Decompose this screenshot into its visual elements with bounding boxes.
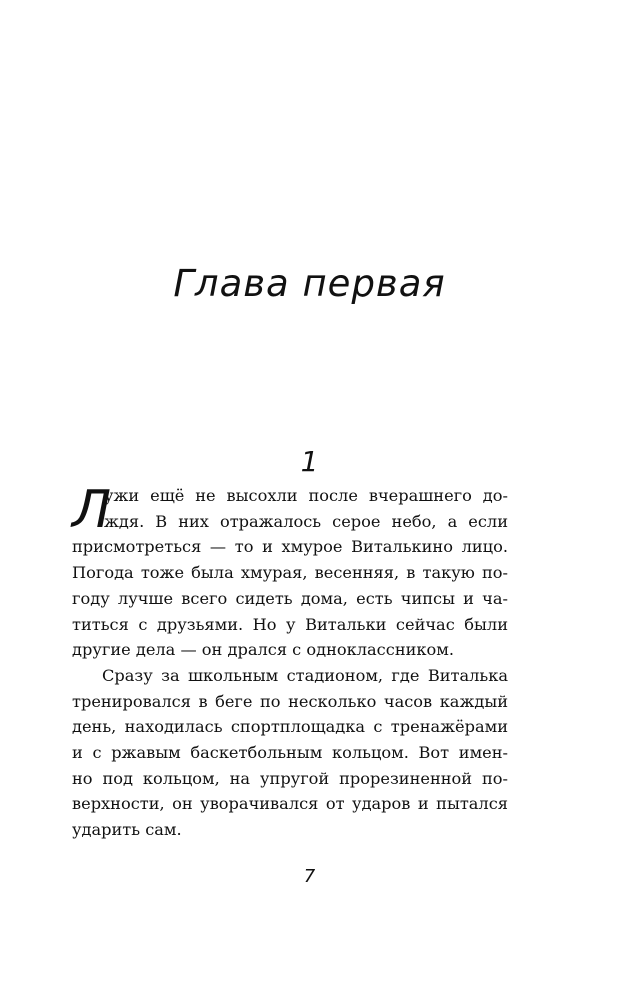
text-line: но под кольцом, на упругой прорезиненной по- [72, 768, 508, 788]
body-text [72, 480, 508, 843]
paragraph-2 [72, 663, 508, 843]
section-number: 1 [300, 445, 319, 478]
text-line: присмотреться — то и хмурое Виталькино лицо. [72, 537, 508, 557]
text-line: ждя. В них отражалось серое небо, а если [104, 511, 508, 531]
text-line: день, находилась спортплощадка с тренажёрами [72, 717, 508, 737]
paragraph-1 [72, 480, 508, 663]
text-line: году лучше всего сидеть дома, есть чипсы и ча- [72, 588, 508, 608]
drop-cap-letter: Л [72, 480, 112, 540]
text-line: верхности, он уворачивался от ударов и пытался [72, 794, 508, 814]
text-line: Сразу за школьным стадионом, где Виталька [102, 665, 508, 685]
text-line: титься с друзьями. Но у Витальки сейчас были [72, 614, 508, 634]
text-line: и с ржавым баскетбольным кольцом. Вот имен- [72, 743, 508, 763]
chapter-title: Глава первая [173, 262, 446, 305]
page-number: 7 [303, 866, 316, 887]
text-line: ужи ещё не высохли после вчерашнего до- [104, 486, 508, 505]
text-line: ударить сам. [72, 820, 182, 840]
text-line: тренировался в беге по несколько часов каждый [72, 691, 508, 711]
text-line: другие дела — он дрался с одноклассником. [72, 640, 454, 660]
text-line: Погода тоже была хмурая, весенняя, в такую по- [72, 563, 508, 583]
